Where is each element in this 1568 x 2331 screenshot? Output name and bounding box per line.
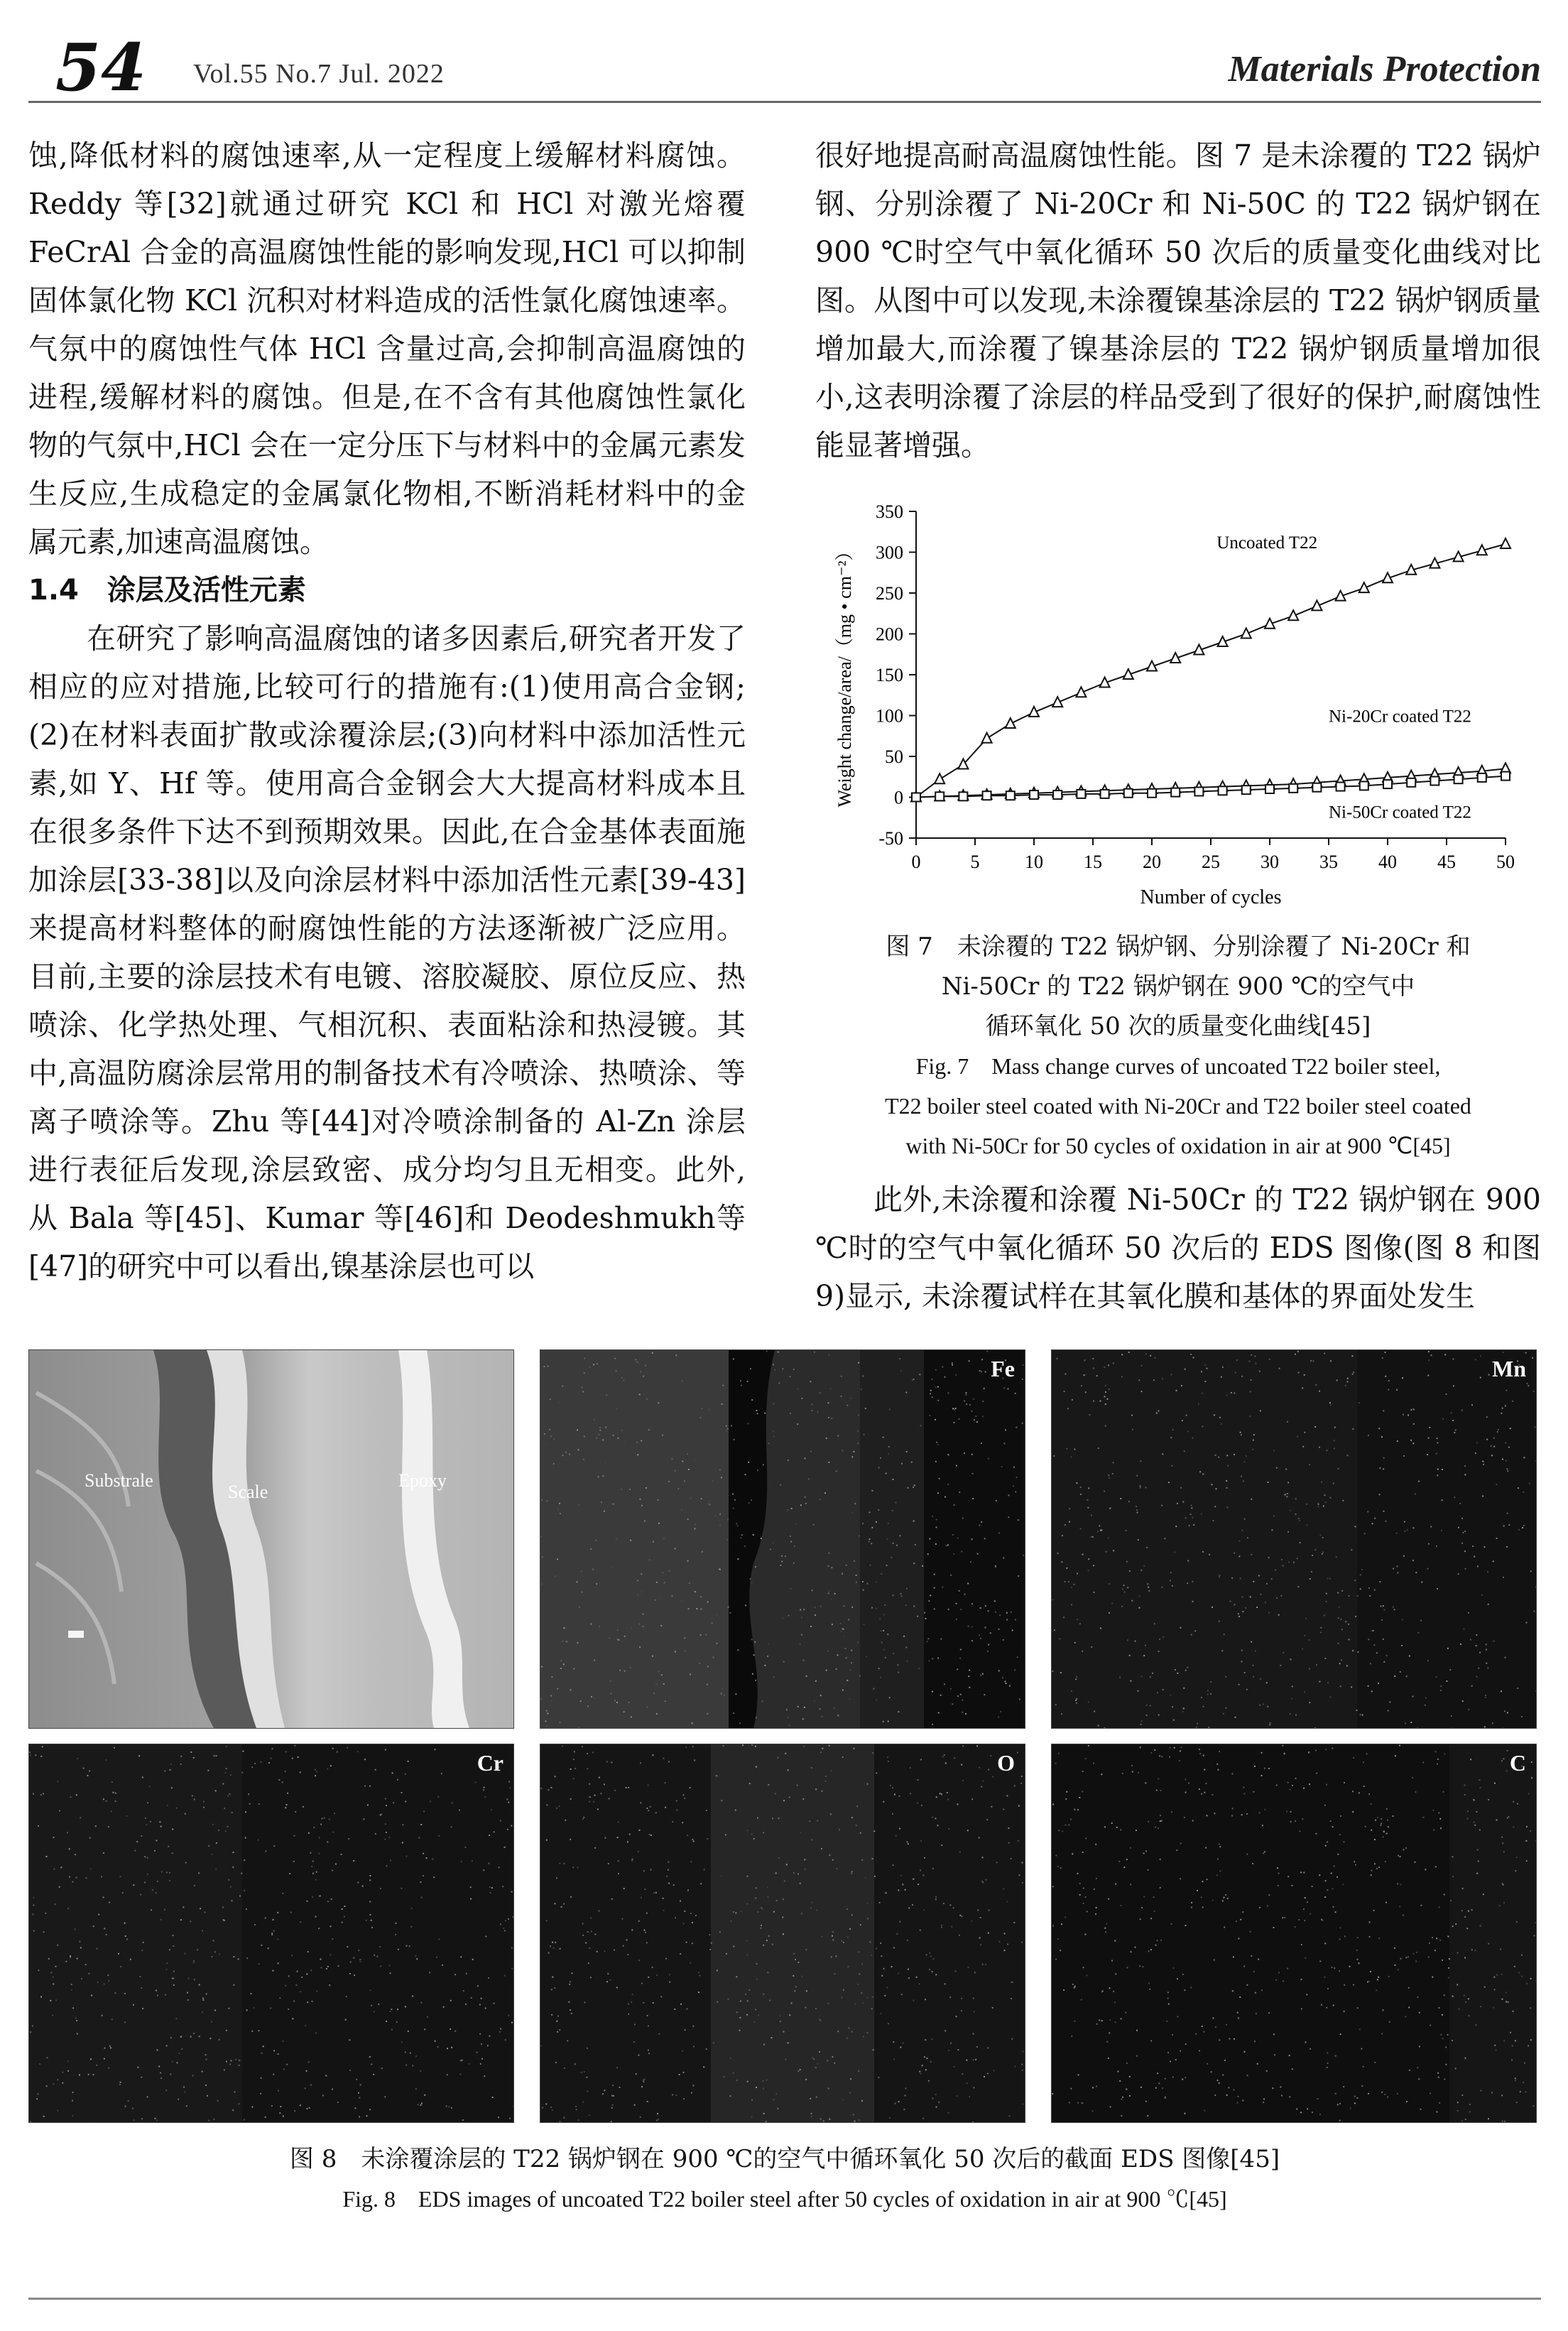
data-point <box>912 793 920 802</box>
series-label: Ni-50Cr coated T22 <box>1329 803 1471 822</box>
left-column <box>28 131 746 1291</box>
x-tick-label: 35 <box>1319 852 1338 872</box>
caption-cn: Ni-50Cr 的 T22 锅炉钢在 900 ℃的空气中 <box>941 972 1415 1001</box>
caption-cn: 循环氧化 50 次的质量变化曲线[45] <box>985 1012 1371 1040</box>
mn-map-image <box>1052 1350 1536 1728</box>
data-point <box>1242 786 1251 794</box>
panel-label-fe: Fe <box>991 1356 1015 1381</box>
y-tick-label: 200 <box>876 624 903 645</box>
x-tick-label: 25 <box>1202 852 1220 872</box>
data-point <box>1336 783 1345 791</box>
fe-map-image <box>540 1350 1025 1728</box>
x-tick-label: 15 <box>1084 852 1102 872</box>
footer-rule <box>28 2298 1541 2300</box>
data-point <box>959 792 967 800</box>
panel-label-cr: Cr <box>477 1750 503 1776</box>
x-tick-label: 40 <box>1378 852 1397 872</box>
y-tick-label: -50 <box>878 828 903 849</box>
x-tick-label: 0 <box>911 852 921 872</box>
eds-o-panel <box>540 1744 1025 2123</box>
data-point <box>1194 787 1203 795</box>
right-column-continued <box>815 1175 1541 1320</box>
caption-en: Fig. 7 Mass change curves of uncoated T22 boiler steel, <box>915 1053 1441 1079</box>
figure-7-caption <box>815 927 1541 1166</box>
data-point <box>1501 772 1510 781</box>
right-column <box>815 131 1541 469</box>
data-point <box>1360 781 1368 790</box>
series-line <box>916 768 1506 797</box>
data-point <box>1501 538 1510 548</box>
y-tick-label: 50 <box>885 746 903 767</box>
y-tick-label: 250 <box>876 583 903 604</box>
y-axis-label: Weight change/area/（mg • cm⁻²） <box>834 542 855 808</box>
data-point <box>1077 790 1085 798</box>
panel-label-c: C <box>1509 1750 1526 1776</box>
page-header <box>28 29 1541 106</box>
paragraph: 在研究了影响高温腐蚀的诸多因素后,研究者开发了相应的应对措施,比较可行的措施有:(1)使用高合金钢;(2)在材料表面扩散或涂覆涂层;(3)向材料中添加活性元素,如 Y、Hf 等。使用高合金钢会大大提高材料成本且在很多条件下达不到预期效果。因此,在合金基体表面施加涂层[33-38]以及向涂层材料中添加活性元素[39-43]来提高材料整体的耐腐蚀性能的方法逐渐被广泛应用。目前,主要的涂层技术有电镀、溶胶凝胶、原位反应、热喷涂、化学热处理、气相沉积、表面粘涂和热浸镀。其中,高温防腐涂层常用的制备技术有冷喷涂、热喷涂、等离子喷涂等。Zhu 等[44]对冷喷涂制备的 Al-Zn 涂层进行表征后发现,涂层致密、成分均匀且无相变。此外,从 Bala 等[45]、Kumar 等[46]和 Deodeshmukh等[47]的研究中可以看出,镍基涂层也可以 <box>28 621 746 1283</box>
annotation-substrate: Substrale <box>85 1470 153 1491</box>
y-tick-label: 150 <box>876 665 903 685</box>
data-point <box>1265 785 1274 793</box>
caption-cn: 图 7 未涂覆的 T22 锅炉钢、分别涂覆了 Ni-20Cr 和 <box>886 933 1471 961</box>
data-point <box>1407 778 1415 787</box>
paragraph: 此外,未涂覆和涂覆 Ni-50Cr 的 T22 锅炉钢在 900 ℃时的空气中氧化循环 50 次后的 EDS 图像(图 8 和图 9)显示, 未涂覆试样在其氧化膜和基体的界面处发生 <box>815 1183 1541 1313</box>
eds-fe-panel <box>540 1349 1025 1729</box>
data-point <box>935 773 944 783</box>
o-map-image <box>540 1744 1025 2122</box>
eds-cr-panel <box>28 1744 514 2123</box>
data-point <box>983 791 991 800</box>
data-point <box>1148 789 1156 798</box>
y-tick-label: 0 <box>894 787 903 808</box>
data-point <box>1006 718 1016 728</box>
section-heading: 1.4 涂层及活性元素 <box>28 574 306 607</box>
caption-cn: 图 8 未涂覆涂层的 T22 锅炉钢在 900 ℃的空气中循环氧化 50 次后的截面 EDS 图像[45] <box>289 2145 1280 2173</box>
x-tick-label: 10 <box>1025 852 1043 872</box>
data-point <box>982 733 992 743</box>
panel-label-o: O <box>997 1750 1015 1776</box>
paragraph: 很好地提高耐高温腐蚀性能。图 7 是未涂覆的 T22 锅炉钢、分别涂覆了 Ni-20Cr 和 Ni-50C 的 T22 锅炉钢在 900 ℃时空气中氧化循环 50 次后的质量变化曲线对比图。从图中可以发现,未涂覆镍基涂层的 T22 锅炉钢质量增加最大,而涂覆了镍基涂层的 T22 锅炉钢质量增加很小,这表明涂覆了涂层的样品受到了很好的保护,耐腐蚀性能显著增强。 <box>815 138 1541 462</box>
data-point <box>1171 788 1180 797</box>
data-point <box>1006 791 1015 800</box>
data-point <box>1312 783 1321 792</box>
figure-8-caption <box>28 2139 1541 2219</box>
figure-7-chart <box>817 497 1541 923</box>
x-tick-label: 5 <box>970 852 980 872</box>
caption-en: Fig. 8 EDS images of uncoated T22 boiler steel after 50 cycles of oxidation in air at 900 ℃[45] <box>342 2186 1227 2212</box>
y-tick-label: 300 <box>876 542 903 563</box>
y-tick-label: 350 <box>876 501 903 522</box>
header-rule <box>28 101 1541 103</box>
data-point <box>1289 784 1297 793</box>
chart-svg <box>817 497 1541 923</box>
data-point <box>1478 773 1486 782</box>
eds-c-panel <box>1051 1744 1537 2123</box>
data-point <box>1101 790 1109 798</box>
caption-en: with Ni-50Cr for 50 cycles of oxidation in air at 900 ℃[45] <box>905 1133 1451 1158</box>
data-point <box>1383 780 1392 788</box>
series-label: Uncoated T22 <box>1216 533 1318 553</box>
paragraph: 蚀,降低材料的腐蚀速率,从一定程度上缓解材料腐蚀。Reddy 等[32]就通过研究 KCl 和 HCl 对激光熔覆 FeCrAl 合金的高温腐蚀性能的影响发现,HCl 可以抑制固体氯化物 KCl 沉积对材料造成的活性氯化腐蚀速率。气氛中的腐蚀性气体 HCl 含量过高,会抑制高温腐蚀的进程,缓解材料的腐蚀。但是,在不含有其他腐蚀性氯化物的气氛中,HCl 会在一定分压下与材料中的金属元素发生反应,生成稳定的金属氯化物相,不断消耗材料中的金属元素,加速高温腐蚀。 <box>28 138 746 559</box>
caption-en: T22 boiler steel coated with Ni-20Cr and T22 boiler steel coated <box>885 1093 1471 1119</box>
data-point <box>1219 786 1227 795</box>
data-point <box>935 792 944 800</box>
series-line <box>916 544 1506 798</box>
volume-info: Vol.55 No.7 Jul. 2022 <box>193 59 445 89</box>
x-axis-label: Number of cycles <box>1140 886 1282 908</box>
y-tick-label: 100 <box>876 705 903 727</box>
eds-sem-panel <box>28 1349 514 1729</box>
x-tick-label: 50 <box>1496 852 1515 872</box>
page-number: 54 <box>55 29 147 106</box>
data-point <box>1053 790 1062 799</box>
x-tick-label: 45 <box>1437 852 1456 872</box>
data-point <box>1124 789 1133 798</box>
cr-map-image <box>29 1744 513 2122</box>
series-label: Ni-20Cr coated T22 <box>1329 707 1471 727</box>
c-map-image <box>1052 1744 1536 2122</box>
data-point <box>1030 790 1038 799</box>
eds-mn-panel <box>1051 1349 1537 1729</box>
data-point <box>1430 777 1439 786</box>
annotation-scale: Scale <box>228 1482 268 1502</box>
journal-title: Materials Protection <box>1228 49 1541 89</box>
annotation-epoxy: Epoxy <box>398 1470 447 1491</box>
data-point <box>1454 775 1463 783</box>
panel-label-mn: Mn <box>1492 1356 1526 1381</box>
x-tick-label: 20 <box>1143 852 1161 872</box>
sem-image <box>29 1350 513 1728</box>
x-tick-label: 30 <box>1261 852 1279 872</box>
